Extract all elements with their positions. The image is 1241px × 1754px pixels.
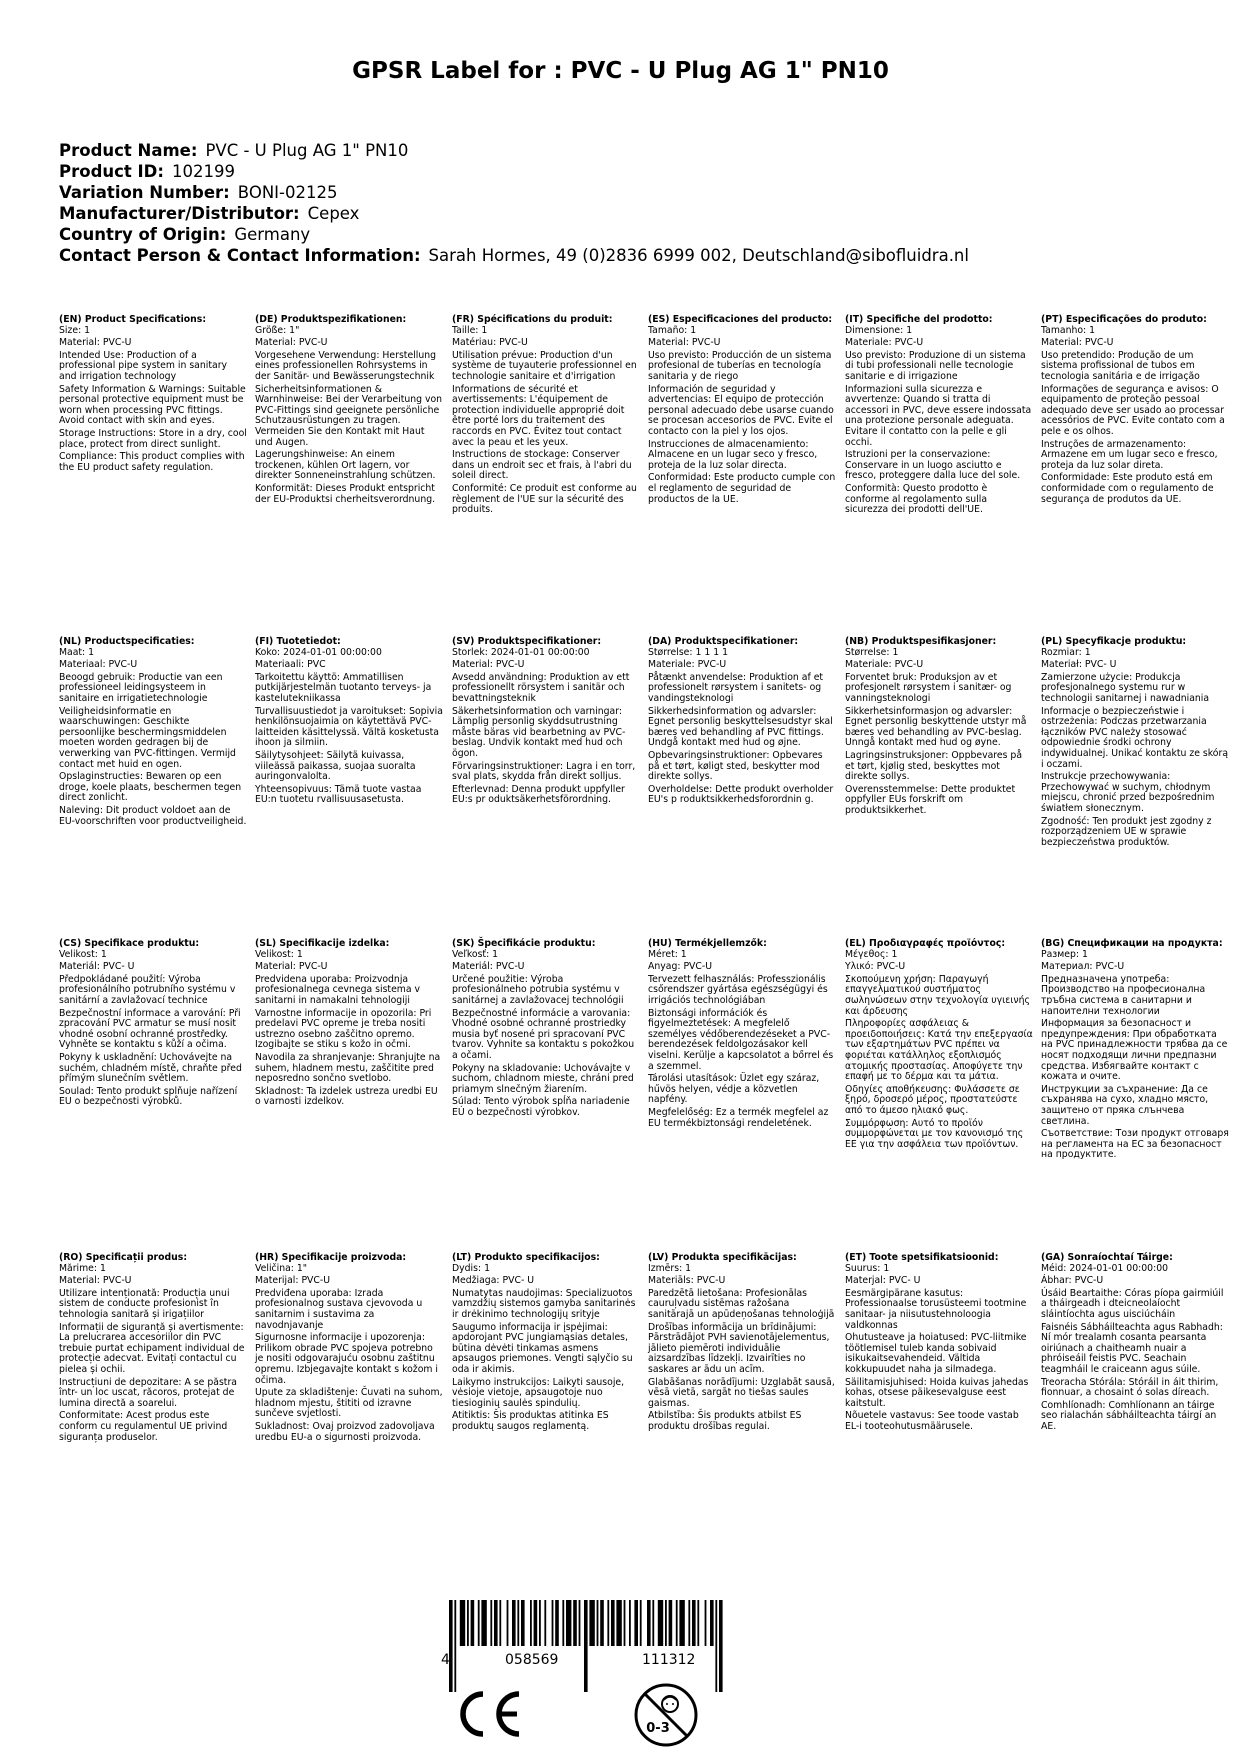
- spec-line: Υλικό: PVC-U: [845, 961, 906, 973]
- spec-heading: (NL) Productspecificaties:: [59, 636, 195, 647]
- spec-line: Sicherheitsinformationen & Warnhinweise: Bei der Verarbeitung von PVC-Fittings sind geeignete persönliche Schutzausrüstungen zu tragen. Vermeiden Sie den Kontakt mit Haut und Augen.: [255, 383, 443, 448]
- spec-line: Säilitamisjuhised: Hoida kuivas jahedas kohas, otsese päikesevalguse eest kaitstult.: [845, 1376, 1029, 1409]
- spec-heading: (ES) Especificaciones del producto:: [648, 314, 833, 325]
- spec-heading: (FR) Spécifications du produit:: [452, 314, 613, 325]
- barcode-bar: [499, 1600, 501, 1646]
- spec-line: Materiāls: PVC-U: [648, 1275, 726, 1287]
- spec-block: [845, 315, 1033, 518]
- spec-line: Treoracha Stórála: Stóráil in áit thirim, fionnuar, a chosaint ó solas díreach.: [1041, 1376, 1219, 1399]
- spec-line: Istruzioni per la conservazione: Conservare in un luogo asciutto e fresco, proteggere dalla luce del sole.: [845, 449, 1021, 482]
- spec-heading: (PL) Specyfikacje produktu:: [1041, 636, 1187, 647]
- spec-heading: (EN) Product Specifications:: [59, 314, 207, 325]
- barcode-bar: [555, 1600, 559, 1646]
- product-name-value: PVC - U Plug AG 1" PN10: [205, 141, 409, 160]
- spec-block: [1041, 939, 1229, 1163]
- spec-line: Informacje o bezpieczeństwie i ostrzeżenia: Podczas przetwarzania łączników PVC należy stosować odpowiednie środki ochrony indywidualnej. Unikać kontaktu ze skórą i oczami.: [1041, 705, 1229, 770]
- barcode-bar: [705, 1600, 707, 1646]
- barcode-bar: [719, 1600, 723, 1692]
- spec-line: Ábhar: PVC-U: [1041, 1275, 1104, 1287]
- barcode-bar: [490, 1600, 492, 1646]
- spec-line: Instrucciones de almacenamiento: Almacene en un lugar seco y fresco, proteja de la luz solar directa.: [648, 438, 818, 471]
- spec-line: Material: PVC-U: [648, 337, 721, 349]
- spec-line: Materiale: PVC-U: [845, 337, 924, 349]
- spec-line: Materiał: PVC- U: [1041, 659, 1117, 671]
- product-id-label: Product ID:: [59, 162, 164, 181]
- barcode-bar: [530, 1600, 532, 1646]
- spec-line: Μέγεθος: 1: [845, 948, 898, 960]
- barcode-bar: [629, 1600, 631, 1646]
- spec-line: Méret: 1: [648, 948, 687, 960]
- barcode-bar: [710, 1600, 714, 1646]
- spec-line: Sikkerhetsinformasjon og advarsler: Egnet personlig beskyttende utstyr må bæres ved behandling av PVC-beslag. Unngå kontakt med hud og øyne.: [845, 705, 1027, 749]
- barcode-bar: [534, 1600, 538, 1646]
- barcode-bar: [521, 1600, 525, 1646]
- spec-line: Utilizare intenționată: Producția unui sistem de conducte profesionist în tehnologia sanitară și irigațiilor: [59, 1287, 230, 1320]
- spec-line: Material: PVC-U: [59, 1275, 132, 1287]
- spec-line: Faisnéis Sábháilteachta agus Rabhadh: Ní mór trealamh cosanta pearsanta oiriúnach a chaitheamh nuair a phróiseáil feistis PVC. Seachain teagmháil le craiceann agus súile.: [1041, 1321, 1223, 1375]
- spec-line: Материал: PVC-U: [1041, 961, 1125, 973]
- spec-line: Instrukcje przechowywania: Przechowywać w suchym, chłodnym miejscu, chronić przed bezpośrednim światłem słonecznym.: [1041, 771, 1215, 814]
- spec-line: Efterlevnad: Denna produkt uppfyller EU:s pr oduktsäkerhetsförordning.: [452, 783, 625, 806]
- spec-line: Pokyny na skladovanie: Uchovávajte v suchom, chladnom mieste, chráni pred priamym slnečným žiarením.: [452, 1062, 634, 1095]
- page-title: GPSR Label for : PVC - U Plug AG 1" PN10: [352, 58, 889, 84]
- spec-line: Tarkoitettu käyttö: Ammatillisen putkijärjestelmän tuotanto terveys- ja kastelutekniikassa: [255, 671, 432, 704]
- spec-heading: (HU) Termékjellemzők:: [648, 938, 767, 949]
- spec-line: Materiaali: PVC: [255, 659, 326, 671]
- ce-mark-icon: [455, 1688, 525, 1740]
- spec-line: Turvallisuustiedot ja varoitukset: Sopivia henkilönsuojaimia on käytettävä PVC-laitteiden käsittelyssä. Vältä kosketusta ihoon ja silmiin.: [255, 705, 443, 749]
- country-of-origin-row: [59, 224, 969, 245]
- variation-number-label: Variation Number:: [59, 183, 230, 202]
- spec-heading: (EL) Προδιαγραφές προϊόντος:: [845, 938, 1006, 949]
- spec-block: [1041, 315, 1229, 507]
- spec-heading: (FI) Tuotetiedot:: [255, 636, 341, 647]
- barcode-bar: [512, 1600, 516, 1646]
- spec-heading: (RO) Specificații produs:: [59, 1252, 188, 1263]
- spec-line: Säilytysohjeet: Säilytä kuivassa, viileässä paikassa, suojaa suoralta auringonvalolta.: [255, 749, 416, 783]
- spec-line: Velikost: 1: [255, 948, 303, 960]
- barcode-bar: [600, 1600, 604, 1646]
- barcode-left-group: 058569: [505, 1652, 559, 1668]
- barcode-first-digit: 4: [441, 1652, 450, 1668]
- spec-line: Zamierzone użycie: Produkcja profesjonalnego systemu rur w technologii sanitarnej i nawadniania: [1041, 671, 1210, 704]
- spec-line: Instruções de armazenamento: Armazene em um lugar seco e fresco, proteja da luz solar direta.: [1041, 438, 1218, 471]
- spec-block: [452, 1253, 640, 1435]
- spec-line: Vorgesehene Verwendung: Herstellung eines professionellen Rohrsystems in der Sanitär- und Bewässerungstechnik: [255, 349, 437, 382]
- variation-number-row: [59, 182, 969, 203]
- barcode-bar: [584, 1600, 588, 1692]
- spec-line: Anyag: PVC-U: [648, 961, 713, 973]
- spec-line: Beoogd gebruik: Productie van een professioneel leidingsysteem in sanitaire en irrigatietechnologie: [59, 671, 223, 704]
- spec-line: Størrelse: 1 1 1 1: [648, 646, 728, 658]
- spec-line: Safety Information & Warnings: Suitable personal protective equipment must be worn when processing PVC fittings. Avoid contact with skin and eyes.: [59, 383, 246, 427]
- barcode-bar: [647, 1600, 651, 1646]
- spec-line: Overensstemmelse: Dette produktet oppfyller EUs forskrift om produktsikkerhet.: [845, 783, 1016, 816]
- spec-block: [255, 315, 443, 507]
- spec-line: Lagringsinstruksjoner: Oppbevares på et tørt, kjølig sted, beskyttes mot direkte sollys.: [845, 749, 1023, 783]
- spec-line: Instructions de stockage: Conserver dans un endroit sec et frais, à l'abri du soleil direct.: [452, 449, 632, 482]
- manufacturer-value: Cepex: [307, 204, 360, 223]
- spec-line: Conformidade: Este produto está em conformidade com o regulamento de segurança de produtos da UE.: [1041, 472, 1214, 505]
- spec-heading: (LV) Produkta specifikācijas:: [648, 1252, 797, 1263]
- spec-block: [255, 1253, 443, 1445]
- age-warning-text: 0-3: [646, 1721, 670, 1736]
- spec-line: Paredzētā lietošana: Profesionālas cauruļvadu sistēmas ražošana sanitārajā un apūdeņošanas tehnoloģijā: [648, 1287, 835, 1320]
- spec-block: [845, 1253, 1033, 1435]
- spec-block: [59, 1253, 247, 1445]
- spec-line: Material: PVC-U: [452, 659, 525, 671]
- spec-line: Informations de sécurité et avertissements: L'équipement de protection individuelle approprié doit être porté lors du traitement des raccords en PVC. Évitez tout contact avec la peau et les yeux.: [452, 383, 625, 448]
- barcode-bar: [688, 1600, 690, 1646]
- spec-line: Sigurnosne informacije i upozorenja: Prilikom obrade PVC spojeva potrebno je nositi odgovarajuću osobnu zaštitnu opremu. Izbjegavajte kontakt s kožom i očima.: [255, 1332, 438, 1386]
- spec-line: Veličina: 1": [255, 1262, 308, 1274]
- spec-line: Tárolási utasítások: Üzlet egy száraz, hűvös helyen, védje a közvetlen napfény.: [648, 1073, 820, 1106]
- spec-line: Zgodność: Ten produkt jest zgodny z rozporządzeniem UE w sprawie bezpieczeństwa produktów.: [1041, 815, 1212, 848]
- spec-heading: (ET) Toote spetsifikatsioonid:: [845, 1252, 999, 1263]
- spec-line: Medžiaga: PVC- U: [452, 1275, 535, 1287]
- spec-line: Atitiktis: Šis produktas atitinka ES produktų saugos reglamentą.: [452, 1410, 609, 1432]
- spec-heading: (GA) Sonraíochtaí Táirge:: [1041, 1252, 1173, 1263]
- spec-line: Soulad: Tento produkt splňuje nařízení EU o bezpečnosti výrobků.: [59, 1085, 238, 1108]
- spec-line: Σκοπούμενη χρήση: Παραγωγή επαγγελματικού συστήματος σωληνώσεων στην τεχνολογία υγιεινής και άρδευσης: [845, 973, 1030, 1017]
- spec-line: Veľkosť: 1: [452, 948, 499, 960]
- barcode-bar: [517, 1600, 519, 1646]
- barcode-bar: [679, 1600, 684, 1646]
- spec-line: Eesmärgipärane kasutus: Professionaalse torusüsteemi tootmine sanitaar- ja niisutustehnoloogia valdkonnas: [845, 1287, 1027, 1331]
- barcode-bar: [566, 1600, 571, 1646]
- spec-line: Glabāšanas norādījumi: Uzglabāt sausā, vēsā vietā, sargāt no tiešas saules gaismas.: [648, 1376, 835, 1409]
- spec-block: [845, 637, 1033, 819]
- spec-line: Uso previsto: Producción de un sistema profesional de tuberías en tecnología sanitaria y de riego: [648, 349, 832, 382]
- barcode-bar: [467, 1600, 469, 1646]
- spec-line: Sukladnost: Ovaj proizvod zadovoljava uredbu EU-a o sigurnosti proizvoda.: [255, 1420, 435, 1443]
- spec-line: Bezpečnostní informace a varování: Při zpracování PVC armatur se musí nosit vhodné osobní ochranné prostředky. Vyhněte se kontaktu s kůží a očima.: [59, 1007, 241, 1051]
- manufacturer-label: Manufacturer/Distributor:: [59, 204, 300, 223]
- barcode-bar: [669, 1600, 673, 1646]
- product-id-row: [59, 161, 969, 182]
- barcode-bar: [460, 1600, 465, 1646]
- contact-value: Sarah Hormes, 49 (0)2836 6999 002, Deutschland@sibofluidra.nl: [428, 246, 969, 265]
- barcode-bar: [494, 1600, 498, 1646]
- spec-line: Atbilstība: Šis produkts atbilst ES produktu drošības regulai.: [648, 1410, 802, 1432]
- spec-line: Opslaginstructies: Bewaren op een droge, koele plaats, beschermen tegen direct zonlicht.: [59, 771, 242, 804]
- spec-line: Påtænkt anvendelse: Produktion af et professionelt rørsystem i sanitets- og vandingsteknologi: [648, 671, 824, 704]
- barcode-bar: [573, 1600, 577, 1646]
- barcode-bar: [611, 1600, 615, 1646]
- spec-line: Megfelelőség: Ez a termék megfelel az EU termékbiztonsági rendeletének.: [648, 1106, 829, 1129]
- spec-line: Úsáid Beartaithe: Córas píopa gairmiúil a tháirgeadh i dteicneolaíocht sláintíochta agus uisciúcháin: [1041, 1287, 1224, 1320]
- spec-line: Biztonsági információk és figyelmeztetések: A megfelelő személyes védőberendezéseket a PVC-berendezések feldolgozásakor kell viselni. Kerülje a kapcsolatot a bőrrel és a szemmel.: [648, 1007, 834, 1072]
- variation-number-value: BONI-02125: [237, 183, 338, 202]
- spec-line: Predvidena uporaba: Proizvodnja profesionalnega cevnega sistema v sanitarni in namakalni tehnologiji: [255, 973, 420, 1006]
- barcode-bar: [624, 1600, 626, 1646]
- spec-line: Skladnost: Ta izdelek ustreza uredbi EU o varnosti izdelkov.: [255, 1085, 438, 1108]
- barcode-bar: [676, 1600, 678, 1646]
- spec-block: [648, 315, 836, 507]
- spec-line: Informações de segurança e avisos: O equipamento de proteção pessoal adequado deve ser usado ao processar acessórios de PVC. Evite contato com a pele e os olhos.: [1041, 383, 1225, 437]
- spec-line: Taille: 1: [452, 324, 488, 336]
- product-name-row: [59, 140, 969, 161]
- spec-line: Predviđena uporaba: Izrada profesionalnog sustava cjevovoda u sanitarnim i sustavima za navodnjavanje: [255, 1287, 423, 1331]
- spec-line: Uso previsto: Produzione di un sistema di tubi professionali nelle tecnologie sanitarie e di irrigazione: [845, 349, 1026, 382]
- barcode-bar: [607, 1600, 609, 1646]
- spec-line: Forventet bruk: Produksjon av et profesjonelt rørsystem i sanitær- og vanningsteknologi: [845, 671, 1012, 704]
- spec-line: Nõuetele vastavus: See toode vastab EL-i tooteohutusmääruselе.: [845, 1410, 1019, 1432]
- spec-line: Informații de siguranță și avertismente: La prelucrarea accesoriilor din PVC trebuie purtat echipament individual de protecție adecvat. Evitați contactul cu pielea și ochii.: [59, 1321, 245, 1375]
- barcode-bar: [454, 1600, 456, 1692]
- spec-heading: (SV) Produktspecifikationer:: [452, 636, 602, 647]
- spec-line: Utilisation prévue: Production d'un système de tuyauterie professionnel en technologie sanitaire et d'irrigation: [452, 349, 637, 382]
- spec-line: Předpokládané použití: Výroba profesionálního potrubního systému v sanitární a zavlažovací technice: [59, 973, 236, 1006]
- spec-line: Säkerhetsinformation och varningar: Lämplig personlig skyddsutrustning måste bäras vid bearbetning av PVC-beslag. Undvik kontakt med hud och ögon.: [452, 705, 626, 759]
- spec-block: [1041, 1253, 1229, 1435]
- barcode-right-group: 111312: [642, 1652, 696, 1668]
- spec-line: Οδηγίες αποθήκευσης: Φυλάσσετε σε ξηρό, δροσερό μέρος, προστατεύστε από το άμεσο ηλιακό φως.: [845, 1083, 1020, 1116]
- spec-heading: (NB) Produktspesifikasjoner:: [845, 636, 997, 647]
- spec-line: Storage Instructions: Store in a dry, cool place, protect from direct sunlight.: [59, 427, 247, 450]
- spec-heading: (DE) Produktspezifikationen:: [255, 314, 407, 325]
- spec-heading: (SK) Špecifikácie produktu:: [452, 938, 596, 949]
- barcode-bar: [640, 1600, 642, 1646]
- spec-line: Materjal: PVC- U: [845, 1275, 921, 1287]
- spec-block: [255, 637, 443, 808]
- spec-line: Yhteensopivuus: Tämä tuote vastaa EU:n tuotetu rvallisuusasetusta.: [255, 783, 422, 806]
- spec-line: Naleving: Dit product voldoet aan de EU-voorschriften voor productveiligheid.: [59, 804, 247, 827]
- spec-heading: (IT) Specifiche del prodotto:: [845, 314, 993, 325]
- spec-line: Maat: 1: [59, 646, 95, 658]
- spec-block: [1041, 637, 1229, 850]
- contact-label: Contact Person & Contact Information:: [59, 246, 421, 265]
- barcode-bar: [697, 1600, 699, 1646]
- spec-line: Förvaringsinstruktioner: Lagra i en torr, sval plats, skydda från direkt solljus.: [452, 760, 636, 783]
- spec-line: Sikkerhedsinformation og advarsler: Egnet personlig beskyttelsesudstyr skal bæres ved behandling af PVC fittings. Undgå kontakt med hud og øjne.: [648, 705, 833, 749]
- spec-line: Upute za skladištenje: Čuvati na suhom, hladnom mjestu, štititi od izravne sunčeve svjetlosti.: [255, 1387, 443, 1420]
- spec-line: Koko: 2024-01-01 00:00:00: [255, 646, 382, 658]
- spec-line: Dimensione: 1: [845, 324, 913, 336]
- barcode-bar: [507, 1600, 509, 1646]
- spec-line: Méid: 2024-01-01 00:00:00: [1041, 1262, 1169, 1274]
- spec-line: Conformità: Questo prodotto è conforme al regolamento sulla sicurezza dei prodotti dell'UE.: [845, 482, 988, 516]
- spec-line: Съответствие: Този продукт отговаря на регламента на ЕС за безопасност на продуктите.: [1041, 1128, 1229, 1161]
- spec-line: Informazioni sulla sicurezza e avvertenze: Quando si tratta di accessori in PVC, deve essere indossata una protezione personale adeguata. Evitare il contatto con la pelle e gli occhi.: [845, 383, 1032, 448]
- spec-line: Materiaal: PVC-U: [59, 659, 138, 671]
- barcode-bar: [634, 1600, 638, 1646]
- barcode-bar: [539, 1600, 541, 1646]
- spec-line: Izmērs: 1: [648, 1262, 692, 1274]
- not-for-children-under-3-icon: [633, 1682, 699, 1748]
- barcode-bar: [481, 1600, 486, 1646]
- spec-line: Größe: 1": [255, 324, 300, 336]
- spec-block: [255, 939, 443, 1110]
- spec-line: Συμμόρφωση: Αυτό το προϊόν συμμορφώνεται με τον κανονισμό της ΕΕ για την ασφάλεια των προϊόντων.: [845, 1117, 1024, 1150]
- spec-block: [59, 637, 247, 829]
- spec-block: [59, 939, 247, 1110]
- spec-block: [452, 939, 640, 1121]
- spec-heading: (PT) Especificações do produto:: [1041, 314, 1207, 325]
- barcode-bar: [658, 1600, 663, 1646]
- spec-block: [59, 315, 247, 475]
- spec-line: Varnostne informacije in opozorila: Pri predelavi PVC opreme je treba nositi ustrezno osebno zaščitno opremo. Izogibajte se stiku s kožo in očmi.: [255, 1007, 432, 1051]
- barcode-bar: [597, 1600, 599, 1646]
- spec-line: Инструкции за съхранение: Да се съхранява на сухо, хладно място, защитено от пряка слънчева светлина.: [1041, 1083, 1209, 1127]
- spec-line: Suurus: 1: [845, 1262, 890, 1274]
- spec-line: Materiál: PVC-U: [452, 961, 525, 973]
- spec-line: Mărime: 1: [59, 1262, 106, 1274]
- spec-line: Opbevaringsinstruktioner: Opbevares på et tørt, køligt sted, beskytter mod direkte sollys.: [648, 749, 823, 783]
- spec-line: Size: 1: [59, 324, 91, 336]
- barcode-bar: [589, 1600, 594, 1646]
- country-of-origin-label: Country of Origin:: [59, 225, 227, 244]
- spec-block: [845, 939, 1033, 1152]
- spec-line: Размер: 1: [1041, 948, 1088, 960]
- barcode-bar: [665, 1600, 667, 1646]
- barcode-bar: [579, 1600, 581, 1646]
- spec-line: Navodila za shranjevanje: Shranjujte na suhem, hladnem mestu, zaščitite pred neposredno sončno svetlobo.: [255, 1051, 441, 1085]
- product-id-value: 102199: [171, 162, 235, 181]
- spec-line: Ohutusteave ja hoiatused: PVC-liitmike töötlemisel tuleb kanda sobivaid isikukaitsevahendeid. Vältida kokkupuudet naha ja silmadega.: [845, 1332, 1027, 1375]
- product-info: [59, 140, 969, 266]
- spec-line: Tamaño: 1: [648, 324, 697, 336]
- spec-line: Conformidad: Este producto cumple con el reglamento de seguridad de productos de la UE.: [648, 472, 836, 505]
- barcode-bar: [562, 1600, 564, 1646]
- spec-line: Matériau: PVC-U: [452, 337, 528, 349]
- spec-line: Comhlíonadh: Comhlíonann an táirge seo rialachán sábháilteachta táirgí an AE.: [1041, 1399, 1217, 1432]
- spec-line: Materiale: PVC-U: [845, 659, 924, 671]
- spec-line: Предназначена употреба: Производство на професионална тръбна система в санитарни и напоителни технологии: [1041, 973, 1206, 1017]
- spec-line: Velikost: 1: [59, 948, 107, 960]
- spec-line: Material: PVC-U: [255, 961, 328, 973]
- spec-heading: (DA) Produktspecifikationer:: [648, 636, 799, 647]
- spec-line: Material: PVC-U: [59, 337, 132, 349]
- barcode-bar: [544, 1600, 546, 1646]
- barcode-bar: [616, 1600, 621, 1646]
- spec-line: Conformitate: Acest produs este conform cu regulamentul UE privind siguranța produselor.: [59, 1410, 228, 1443]
- spec-line: Instrucțiuni de depozitare: A se păstra într- un loc uscat, răcoros, protejat de lumina directă a soarelui.: [59, 1376, 237, 1409]
- spec-heading: (CS) Specifikace produktu:: [59, 938, 200, 949]
- spec-line: Storlek: 2024-01-01 00:00:00: [452, 646, 590, 658]
- country-of-origin-value: Germany: [234, 225, 311, 244]
- spec-line: Materiál: PVC- U: [59, 961, 135, 973]
- spec-line: Compliance: This product complies with the EU product safety regulation.: [59, 451, 245, 473]
- spec-line: Πληροφορίες ασφάλειας & προειδοποιήσεις: Κατά την επεξεργασία των εξαρτημάτων PVC πρέπει να φοριέται κατάλληλος εξοπλισμός ατομικής προστασίας. Αποφύγετε την επαφή με το δέρμα και τα μάτια.: [845, 1018, 1033, 1083]
- spec-line: Overholdelse: Dette produkt overholder EU's p roduktsikkerhedsforordnin g.: [648, 783, 834, 806]
- barcode-bar: [552, 1600, 554, 1646]
- spec-block: [452, 637, 640, 808]
- barcode-bar: [715, 1600, 717, 1692]
- product-name-label: Product Name:: [59, 141, 198, 160]
- spec-line: Tamanho: 1: [1041, 324, 1096, 336]
- spec-heading: (BG) Спецификации на продукта:: [1041, 938, 1223, 949]
- spec-block: [648, 1253, 836, 1435]
- spec-block: [648, 637, 836, 808]
- spec-line: Uso pretendido: Produção de um sistema profissional de tubos em tecnologia sanitária e de irrigação: [1041, 349, 1200, 382]
- spec-line: Laikymo instrukcijos: Laikyti sausoje, vėsioje vietoje, apsaugotoje nuo tiesioginių saulės spindulių.: [452, 1376, 625, 1409]
- spec-line: Bezpečnostné informácie a varovania: Vhodné osobné ochranné prostriedky musia byť nosené pri spracovaní PVC tvarov. Vyhnite sa kontaktu s pokožkou a očami.: [452, 1007, 635, 1061]
- spec-line: Rozmiar: 1: [1041, 646, 1091, 658]
- spec-line: Určené použitie: Výroba profesionálneho potrubia systému v sanitárnej a zavlažovacej technológii: [452, 973, 624, 1006]
- barcode-bar: [692, 1600, 696, 1646]
- spec-line: Tervezett felhasználás: Professzionális csőrendszer gyártása egészségügyi és irrigációs technológiában: [648, 973, 828, 1006]
- spec-line: Materiale: PVC-U: [648, 659, 727, 671]
- barcode-bar: [652, 1600, 654, 1646]
- spec-heading: (SL) Specifikacije izdelka:: [255, 938, 390, 949]
- spec-line: Konformität: Dieses Produkt entspricht der EU-Produktsi cherheitsverordnung.: [255, 482, 436, 505]
- spec-line: Lagerungshinweise: An einem trockenen, kühlen Ort lagern, vor direkter Sonneneinstrahlung schützen.: [255, 449, 436, 482]
- spec-block: [648, 939, 836, 1131]
- spec-line: Material: PVC-U: [1041, 337, 1114, 349]
- spec-line: Информация за безопасност и предупреждения: При обработката на PVC принадлежности трябва да се носят подходящи лични предпазни средства. Избягвайте контакт с кожата и очите.: [1041, 1018, 1228, 1083]
- spec-line: Størrelse: 1: [845, 646, 899, 658]
- barcode-bar: [478, 1600, 480, 1646]
- manufacturer-row: [59, 203, 969, 224]
- spec-line: Saugumo informacija ir įspėjimai: apdorojant PVC jungiamąsias detales, būtina dėvėti tinkamas asmens apsaugos priemones. Vengti sąlyčio su oda ir akimis.: [452, 1321, 633, 1375]
- spec-line: Súlad: Tento výrobok spĺňa nariadenie EÚ o bezpečnosti výrobkov.: [452, 1096, 630, 1118]
- spec-line: Conformité: Ce produit est conforme au règlement de l'UE sur la sécurité des produits.: [452, 482, 637, 516]
- spec-line: Drošības informācija un brīdinājumi: Pārstrādājot PVH savienotājelementus, jālieto piemēroti individuālie aizsardzības līdzekļi. Izvairīties no saskares ar ādu un acīm.: [648, 1321, 830, 1375]
- spec-heading: (LT) Produkto specifikacijos:: [452, 1252, 600, 1263]
- spec-line: Material: PVC-U: [255, 337, 328, 349]
- spec-heading: (HR) Specifikacije proizvoda:: [255, 1252, 407, 1263]
- spec-block: [452, 315, 640, 518]
- spec-line: Materijal: PVC-U: [255, 1275, 331, 1287]
- spec-line: Intended Use: Production of a professional pipe system in sanitary and irrigation technology: [59, 349, 228, 382]
- contact-row: [59, 245, 969, 266]
- spec-line: Pokyny k uskladnění: Uchovávejte na suchém, chladném místě, chraňte před přímým slunečním světlem.: [59, 1051, 242, 1085]
- barcode-bar: [471, 1600, 475, 1646]
- barcode-bar: [449, 1600, 453, 1692]
- spec-line: Información de seguridad y advertencias: El equipo de protección personal adecuado debe usarse cuando se procesan accesorios de PVC. Evite el contacto con la piel y los ojos.: [648, 383, 834, 437]
- spec-line: Avsedd användning: Produktion av ett professionellt rörsystem i sanitär och bevattningsteknik: [452, 671, 630, 704]
- spec-line: Numatytas naudojimas: Specializuotos vamzdžių sistemos gamyba sanitarinės ir drėkinimo technologijų srityje: [452, 1287, 636, 1320]
- spec-line: Dydis: 1: [452, 1262, 490, 1274]
- spec-line: Veiligheidsinformatie en waarschuwingen: Geschikte persoonlijke beschermingsmiddelen moeten worden gedragen bij de verwerking van PVC-fittingen. Vermijd contact met huid en ogen.: [59, 705, 236, 770]
